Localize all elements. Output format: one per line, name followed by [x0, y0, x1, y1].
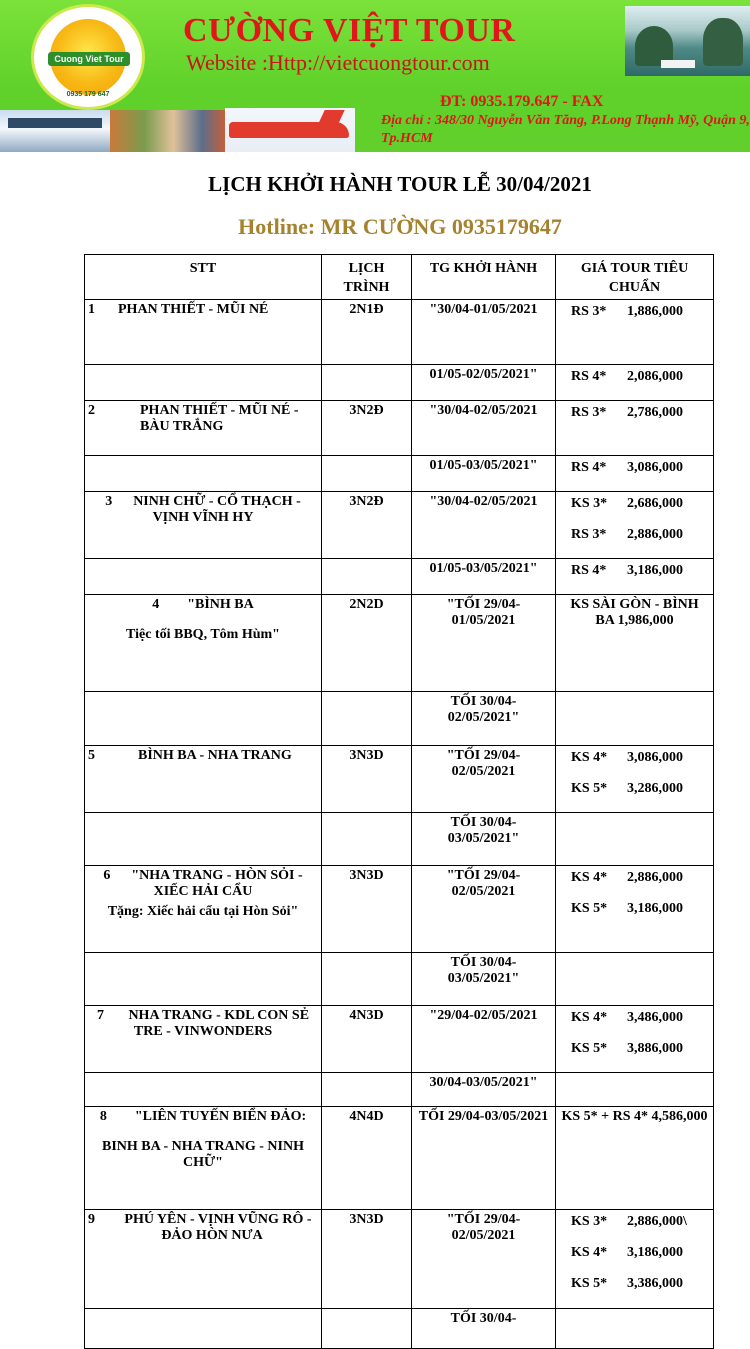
- bus-photo: [0, 110, 110, 152]
- table-row: TỐI 30/04-: [85, 1309, 714, 1349]
- tour-name: PHAN THIẾT - MŨI NÉ: [118, 302, 269, 317]
- tour-name: "LIÊN TUYẾN BIỂN ĐẢO:: [134, 1109, 307, 1124]
- header-price: GIÁ TOUR TIÊU CHUẨN: [556, 255, 714, 300]
- table-row: TỐI 30/04-03/05/2021": [85, 813, 714, 866]
- logo-text: Cuong Viet Tour: [54, 54, 124, 64]
- website-link[interactable]: Website :Http://vietcuongtour.com: [186, 50, 490, 75]
- hotline[interactable]: Hotline: MR CƯỜNG 0935179647: [238, 214, 562, 239]
- departure-date: "30/04-01/05/2021: [412, 300, 556, 365]
- table-row: 2 PHAN THIẾT - MŨI NÉ - BÀU TRẮNG 3N2Đ "30/04-02/05/2021 RS 3* 2,786,000: [85, 401, 714, 456]
- table-row: 8 "LIÊN TUYẾN BIỂN ĐẢO: BINH BA - NHA TRANG - NINH CHỮ" 4N4D TỐI 29/04-03/05/2021 KS 5* + RS 4* 4,586,000: [85, 1107, 714, 1210]
- tour-name: NHA TRANG - KDL CON SẺ TRE - VINWONDERS: [128, 1008, 310, 1039]
- table-row: 01/05-03/05/2021" RS 4* 3,186,000: [85, 559, 714, 595]
- logo-phone: 0935 179 647: [66, 91, 110, 98]
- header-schedule: LỊCH TRÌNH: [322, 255, 412, 300]
- price-line: RS 3* 1,886,000: [571, 304, 683, 319]
- tour-name: "BÌNH BA: [187, 597, 254, 612]
- header-departure: TG KHỞI HÀNH: [412, 255, 556, 300]
- table-row: 6 "NHA TRANG - HÒN SỎI - XIẾC HẢI CẨU Tặng: Xiếc hải cẩu tại Hòn Sỏi" 3N3D "TỐI 29/04-02/05/2021 KS 4* 2,886,000 KS 5* 3,186,000: [85, 866, 714, 953]
- tour-schedule-table: [84, 254, 714, 1349]
- table-row: 30/04-03/05/2021": [85, 1073, 714, 1107]
- brand-title: CƯỜNG VIỆT TOUR: [183, 12, 516, 49]
- tour-name: PHÚ YÊN - VỊNH VŨNG RÔ - ĐẢO HÒN NƯA: [124, 1212, 312, 1243]
- table-row: 1 PHAN THIẾT - MŨI NÉ 2N1Đ "30/04-01/05/2021 RS 3* 1,886,000: [85, 300, 714, 365]
- tour-name: NINH CHỮ - CỔ THẠCH - VỊNH VĨNH HY: [133, 494, 301, 525]
- page-title: LỊCH KHỞI HÀNH TOUR LỄ 30/04/2021: [208, 172, 592, 196]
- header-stt: STT: [85, 255, 322, 300]
- departure-date: 01/05-02/05/2021": [412, 365, 556, 401]
- table-row: 01/05-02/05/2021" RS 4* 2,086,000: [85, 365, 714, 401]
- table-header-row: [85, 255, 714, 300]
- tour-name: "NHA TRANG - HÒN SỎI - XIẾC HẢI CẨU: [131, 868, 303, 899]
- company-logo[interactable]: [31, 4, 145, 110]
- tour-name: BÌNH BA - NHA TRANG: [138, 748, 292, 763]
- tour-name: PHAN THIẾT - MŨI NÉ - BÀU TRẮNG: [140, 403, 299, 434]
- table-row: 5 BÌNH BA - NHA TRANG 3N3D "TỐI 29/04-02/05/2021 KS 4* 3,086,000 KS 5* 3,286,000: [85, 746, 714, 813]
- table-row: TỐI 30/04-02/05/2021": [85, 692, 714, 746]
- contact-phone[interactable]: ĐT: 0935.179.647 - FAX: [440, 93, 604, 110]
- tour-schedule: 2N1Đ: [322, 300, 412, 365]
- table-row: 9 PHÚ YÊN - VỊNH VŨNG RÔ - ĐẢO HÒN NƯA 3N3D "TỐI 29/04-02/05/2021 KS 3* 2,886,000\ KS 4* 3,186,000 KS 5* 3,386,000: [85, 1210, 714, 1309]
- table-row: 01/05-03/05/2021" RS 4* 3,086,000: [85, 456, 714, 492]
- table-row: 4 "BÌNH BA Tiệc tối BBQ, Tôm Hùm" 2N2D "TỐI 29/04-01/05/2021 KS SÀI GÒN - BÌNH BA 1,986,000: [85, 595, 714, 692]
- table-row: TỐI 30/04-03/05/2021": [85, 953, 714, 1006]
- header-banner: [0, 0, 750, 152]
- tourists-photo: [110, 110, 225, 152]
- table-row: 3 NINH CHỮ - CỔ THẠCH - VỊNH VĨNH HY 3N2Đ "30/04-02/05/2021 KS 3* 2,686,000 RS 3* 2,886,000: [85, 492, 714, 559]
- table-row: 7 NHA TRANG - KDL CON SẺ TRE - VINWONDERS 4N3D "29/04-02/05/2021 KS 4* 3,486,000 KS 5* 3,886,000: [85, 1006, 714, 1073]
- contact-address: Địa chỉ : 348/30 Nguyễn Văn Tăng, P.Long Thạnh Mỹ, Quận 9, Tp.HCM: [381, 113, 750, 146]
- halong-bay-photo: [625, 6, 750, 76]
- airplane-photo: [225, 108, 355, 152]
